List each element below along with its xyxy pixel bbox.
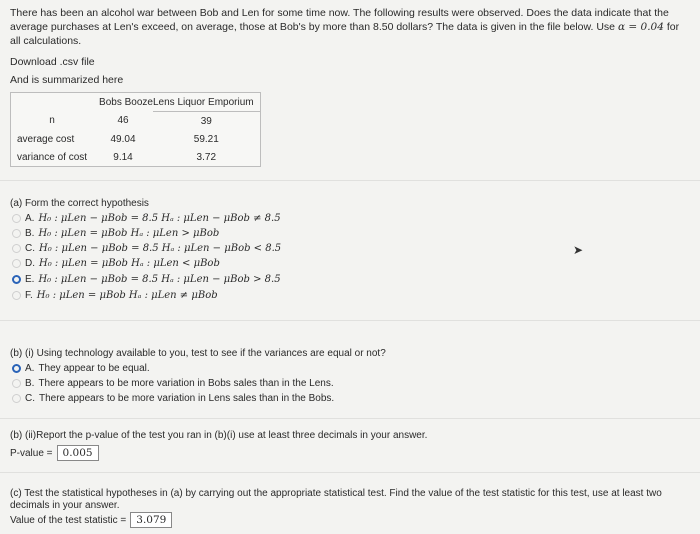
part-b2-title: (b) (ii)Report the p-value of the test you ran in (b)(i) use at least three decimals in your answer. bbox=[10, 430, 428, 441]
option-letter: E. bbox=[25, 274, 35, 285]
option-a[interactable] bbox=[12, 213, 281, 224]
option-e[interactable] bbox=[12, 274, 281, 285]
download-link-label[interactable]: Download .csv file bbox=[10, 56, 95, 68]
option-expr: H₀ : μLen − μBob = 8.5 Hₐ : μLen − μBob > 8.5 bbox=[38, 274, 281, 285]
radio-button[interactable] bbox=[12, 291, 21, 300]
option-c[interactable] bbox=[12, 243, 281, 254]
option-equal[interactable] bbox=[12, 363, 150, 374]
p-value-input[interactable]: 0.005 bbox=[57, 445, 99, 461]
option-letter: B. bbox=[25, 378, 35, 389]
option-letter: A. bbox=[25, 213, 35, 224]
option-expr: H₀ : μLen − μBob = 8.5 Hₐ : μLen − μBob ≠ 8.5 bbox=[38, 213, 281, 224]
section-divider bbox=[0, 320, 700, 321]
option-expr: H₀ : μLen = μBob Hₐ : μLen ≠ μBob bbox=[36, 290, 218, 301]
option-d[interactable] bbox=[12, 258, 220, 269]
option-len-more[interactable] bbox=[12, 393, 334, 404]
table-row bbox=[11, 112, 261, 131]
cell-len: 39 bbox=[200, 115, 212, 127]
test-statistic-label: Value of the test statistic = bbox=[10, 514, 127, 526]
p-value-row bbox=[10, 445, 99, 461]
section-divider bbox=[0, 472, 700, 473]
row-label: average cost bbox=[17, 133, 75, 145]
intro-text-1: There has been an alcohol war between Bob and Len for some time now. The following results were observed. Does the data indicate that the average purchases at Len's exceed, on average, those at Bob's by more than 8.50 dollars? The data is given in the file below. Use bbox=[10, 7, 669, 33]
cell-bob: 9.14 bbox=[113, 151, 133, 163]
option-letter: F. bbox=[25, 290, 33, 301]
p-value-label: P-value = bbox=[10, 447, 53, 459]
mouse-pointer-icon: ➤ bbox=[573, 243, 584, 257]
part-a-title: (a) Form the correct hypothesis bbox=[10, 198, 149, 209]
cell-bob: 49.04 bbox=[110, 133, 136, 145]
col-header-bob: Bobs Booze bbox=[99, 96, 153, 108]
col-header-len: Lens Liquor Emporium bbox=[153, 93, 260, 112]
summary-table bbox=[10, 92, 261, 167]
cell-len: 59.21 bbox=[193, 133, 219, 145]
option-letter: D. bbox=[25, 258, 35, 269]
radio-button[interactable] bbox=[12, 379, 21, 388]
table-row bbox=[11, 148, 261, 167]
section-divider bbox=[0, 180, 700, 181]
option-text: There appears to be more variation in Lens sales than in the Bobs. bbox=[39, 393, 335, 404]
cell-bob: 46 bbox=[117, 115, 129, 127]
option-bob-more[interactable] bbox=[12, 378, 334, 389]
radio-button-selected[interactable] bbox=[12, 364, 21, 373]
radio-button[interactable] bbox=[12, 229, 21, 238]
option-expr: H₀ : μLen = μBob Hₐ : μLen > μBob bbox=[38, 228, 220, 239]
radio-button-selected[interactable] bbox=[12, 275, 21, 284]
option-f[interactable] bbox=[12, 290, 218, 301]
test-statistic-input[interactable]: 3.079 bbox=[130, 512, 172, 528]
problem-statement bbox=[10, 6, 692, 48]
option-text: There appears to be more variation in Bobs sales than in the Lens. bbox=[38, 378, 334, 389]
part-b1-title: (b) (i) Using technology available to you, test to see if the variances are equal or not? bbox=[10, 348, 386, 359]
option-letter: C. bbox=[25, 393, 35, 404]
section-divider bbox=[0, 418, 700, 419]
option-letter: A. bbox=[25, 363, 35, 374]
row-label: n bbox=[49, 115, 55, 127]
option-expr: H₀ : μLen = μBob Hₐ : μLen < μBob bbox=[39, 258, 220, 269]
option-letter: C. bbox=[25, 243, 35, 254]
option-b[interactable] bbox=[12, 228, 219, 239]
part-c-title: (c) Test the statistical hypotheses in (a) by carrying out the appropriate statistical test. Find the value of the test statistic for this test, use at least two decimals in your answer. bbox=[10, 488, 662, 511]
alpha-value: α = 0.04 bbox=[617, 21, 664, 33]
table-row bbox=[11, 130, 261, 148]
option-text: They appear to be equal. bbox=[38, 363, 150, 374]
radio-button[interactable] bbox=[12, 244, 21, 253]
option-expr: H₀ : μLen − μBob = 8.5 Hₐ : μLen − μBob < 8.5 bbox=[39, 243, 282, 254]
test-statistic-row bbox=[10, 512, 172, 528]
row-label: variance of cost bbox=[17, 151, 88, 163]
radio-button[interactable] bbox=[12, 214, 21, 223]
download-link[interactable] bbox=[10, 56, 95, 68]
option-letter: B. bbox=[25, 228, 35, 239]
intro-text-2: for all calculations. bbox=[10, 21, 680, 47]
radio-button[interactable] bbox=[12, 259, 21, 268]
cell-len: 3.72 bbox=[196, 151, 217, 163]
summary-label: And is summarized here bbox=[10, 74, 124, 86]
radio-button[interactable] bbox=[12, 394, 21, 403]
